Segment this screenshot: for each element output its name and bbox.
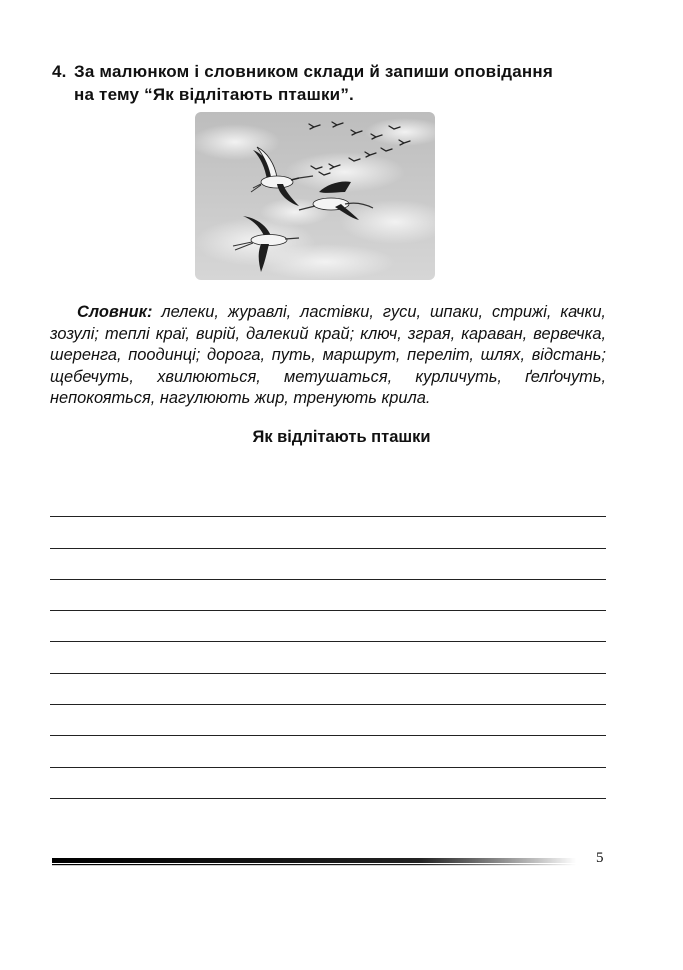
writing-line[interactable] (50, 705, 606, 736)
task-text-line-1: За малюнком і словником склади й запиши оповідання (74, 62, 553, 81)
vocabulary-label: Словник: (77, 303, 153, 321)
writing-line[interactable] (50, 486, 606, 517)
vocabulary-paragraph (50, 302, 606, 410)
writing-line[interactable] (50, 736, 606, 767)
writing-line[interactable] (50, 611, 606, 642)
task-text-line-2: на тему “Як відлітають пташки”. (74, 85, 354, 104)
vocabulary-words: лелеки, журавлі, ластівки, гуси, шпаки, стрижі, качки, зозулі; теплі краї, вирій, далекий край; ключ, зграя, караван, вервечка, шеренга, поодинці; дорога, путь, маршрут, переліт, шлях, відстань; щебечуть, хвилюються, метушаться, курличуть, ґелґочуть, непокояться, нагулюють жир, тренують крила. (50, 303, 606, 407)
writing-line[interactable] (50, 549, 606, 580)
writing-line[interactable] (50, 674, 606, 705)
writing-line[interactable] (50, 517, 606, 548)
task-number: 4. (52, 62, 67, 81)
migrating-birds-illustration (195, 112, 435, 280)
writing-line[interactable] (50, 768, 606, 799)
page-number: 5 (596, 850, 604, 866)
story-title: Як відлітають пташки (252, 428, 431, 446)
writing-lines[interactable] (50, 486, 606, 799)
task-prompt (52, 60, 612, 106)
writing-line[interactable] (50, 580, 606, 611)
writing-line[interactable] (50, 642, 606, 673)
footer-divider (52, 858, 576, 866)
